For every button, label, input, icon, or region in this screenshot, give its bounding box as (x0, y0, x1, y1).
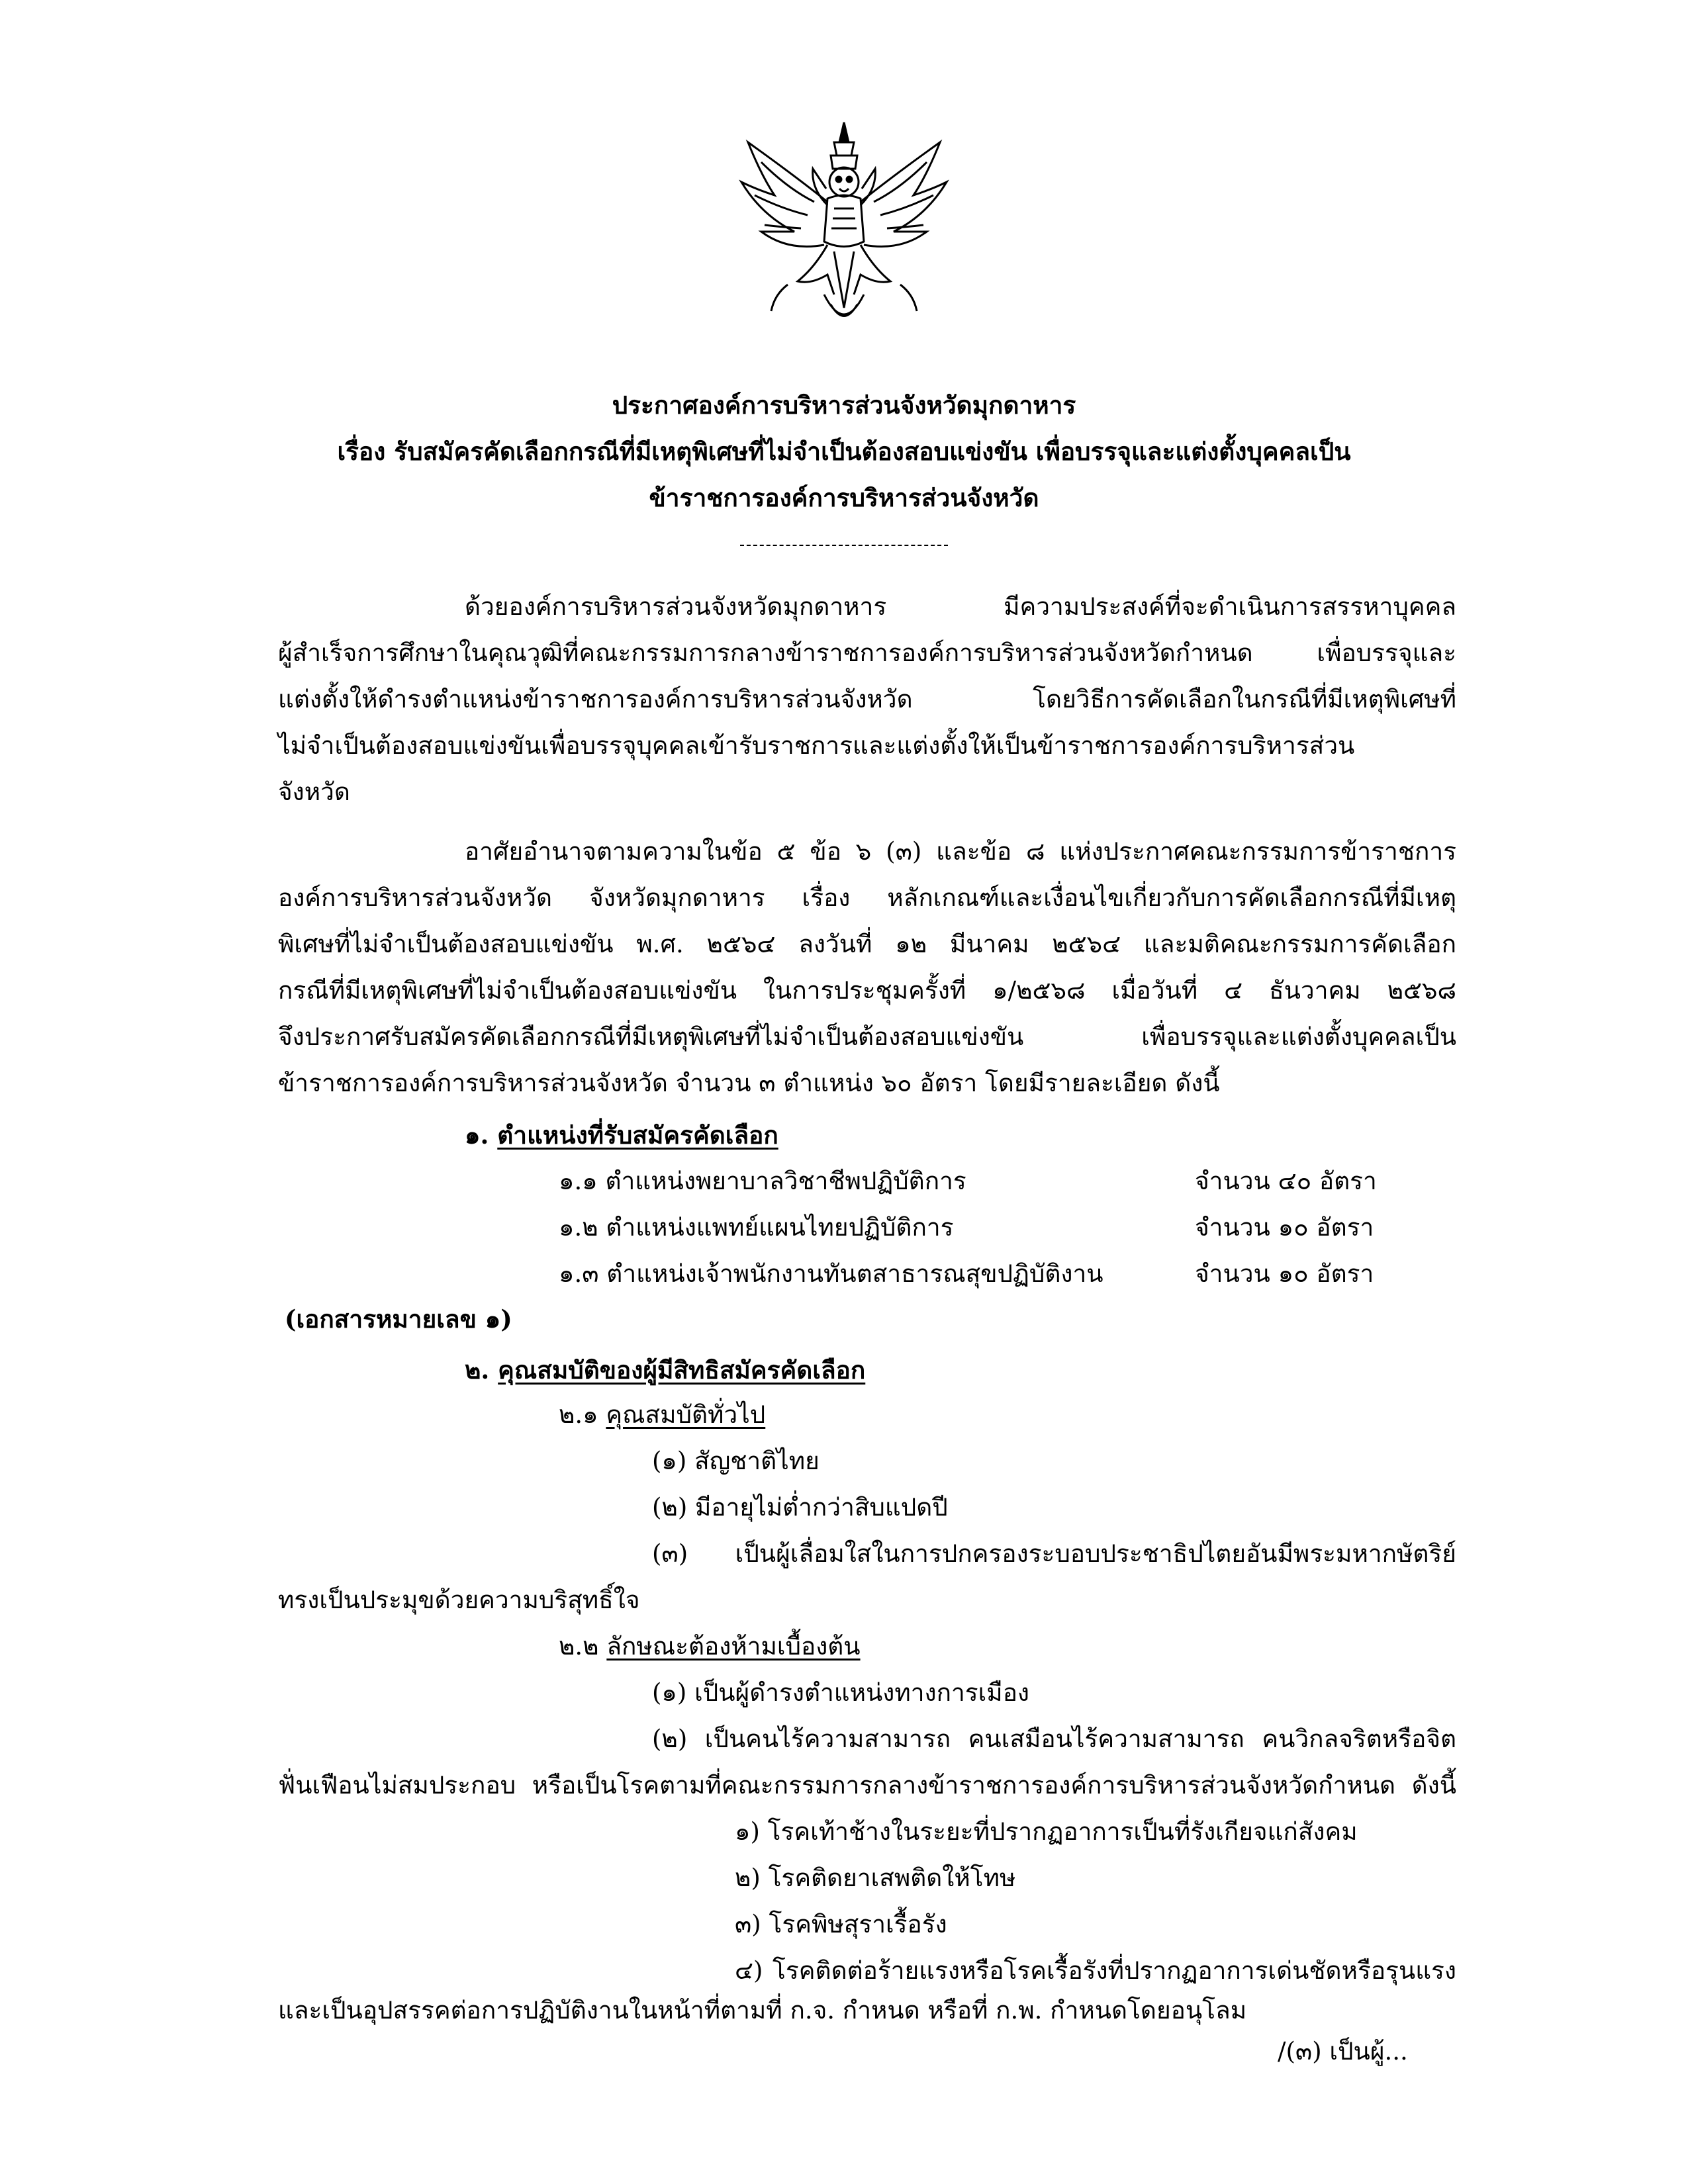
prohibition-2-cont: ฟั่นเฟือนไม่สมประกอบ หรือเป็นโรคตามที่คณะกรรมการกลางข้าราชการองค์การบริหารส่วนจังหวัดกำหนด ดังนี้ (278, 1771, 1456, 1799)
position-3-count: จำนวน ๑๐ อัตรา (1195, 1259, 1374, 1288)
position-3-label: ๑.๓ ตำแหน่งเจ้าพนักงานทันตสาธารณสุขปฏิบัติงาน (559, 1259, 1103, 1288)
general-qualification-2: (๒) มีอายุไม่ต่ำกว่าสิบแปดปี (652, 1493, 948, 1522)
title-divider (740, 545, 948, 546)
section2-2-number: ๒.๒ (559, 1632, 599, 1661)
para1-line-4: ไม่จำเป็นต้องสอบแข่งขันเพื่อบรรจุบุคคลเข้ารับราชการและแต่งตั้งให้เป็นข้าราชการองค์การบริหารส่วน (278, 731, 1355, 760)
position-2-label: ๑.๒ ตำแหน่งแพทย์แผนไทยปฏิบัติการ (559, 1213, 954, 1242)
page-continuation: /(๓) เป็นผู้... (1278, 2037, 1408, 2066)
general-qualification-3: (๓) เป็นผู้เลื่อมใสในการปกครองระบอบประชาธิปไตยอันมีพระมหากษัตริย์ (652, 1539, 1456, 1568)
prohibition-1: (๑) เป็นผู้ดำรงตำแหน่งทางการเมือง (652, 1678, 1029, 1707)
para2-line-4: กรณีที่มีเหตุพิเศษที่ไม่จำเป็นต้องสอบแข่งขัน ในการประชุมครั้งที่ ๑/๒๕๖๘ เมื่อวันที่ ๔ ธันวาคม ๒๕๖๘ (278, 976, 1456, 1005)
section1-number: ๑. (465, 1120, 489, 1150)
section2-2-heading (559, 1630, 861, 1663)
para2-line-2: องค์การบริหารส่วนจังหวัด จังหวัดมุกดาหาร เรื่อง หลักเกณฑ์และเงื่อนไขเกี่ยวกับการคัดเลือกกรณีที่มีเหตุ (278, 884, 1456, 912)
para2-line-6: ข้าราชการองค์การบริหารส่วนจังหวัด จำนวน ๓ ตำแหน่ง ๖๐ อัตรา โดยมีรายละเอียด ดังนี้ (278, 1069, 1220, 1097)
garuda-emblem (735, 116, 953, 341)
para2-line-5: จึงประกาศรับสมัครคัดเลือกกรณีที่มีเหตุพิเศษที่ไม่จำเป็นต้องสอบแข่งขัน เพื่อบรรจุและแต่งตั้งบุคคลเป็น (278, 1023, 1456, 1051)
section1-heading (465, 1118, 778, 1152)
section2-1-heading (559, 1398, 765, 1432)
section2-number: ๒. (465, 1355, 490, 1385)
section2-1-title: คุณสมบัติทั่วไป (606, 1400, 766, 1429)
section2-1-number: ๒.๑ (559, 1400, 598, 1429)
para2-line-3: พิเศษที่ไม่จำเป็นต้องสอบแข่งขัน พ.ศ. ๒๕๖๔ ลงวันที่ ๑๒ มีนาคม ๒๕๖๔ และมติคณะกรรมการคัดเลือก (278, 930, 1456, 958)
general-qualification-1: (๑) สัญชาติไทย (652, 1447, 820, 1475)
title-line-1: ประกาศองค์การบริหารส่วนจังหวัดมุกดาหาร (612, 390, 1076, 420)
prohibition-2: (๒) เป็นคนไร้ความสามารถ คนเสมือนไร้ความสามารถ คนวิกลจริตหรือจิต (652, 1725, 1456, 1753)
section2-title: คุณสมบัติของผู้มีสิทธิสมัครคัดเลือก (498, 1355, 866, 1385)
para1-line-3: แต่งตั้งให้ดำรงตำแหน่งข้าราชการองค์การบริหารส่วนจังหวัด โดยวิธีการคัดเลือกในกรณีที่มีเหตุพิเศษที่ (278, 685, 1456, 713)
disease-4-cont: และเป็นอุปสรรคต่อการปฏิบัติงานในหน้าที่ตามที่ ก.จ. กำหนด หรือที่ ก.พ. กำหนดโดยอนุโลม (278, 1996, 1247, 2025)
position-1-label: ๑.๑ ตำแหน่งพยาบาลวิชาชีพปฏิบัติการ (559, 1167, 966, 1195)
disease-2: ๒) โรคติดยาเสพติดให้โทษ (735, 1864, 1016, 1892)
para2-line-1: อาศัยอำนาจตามความในข้อ ๕ ข้อ ๖ (๓) และข้อ ๘ แห่งประกาศคณะกรรมการข้าราชการ (465, 837, 1456, 866)
general-qualification-3-cont: ทรงเป็นประมุขด้วยความบริสุทธิ์ใจ (278, 1586, 640, 1614)
disease-4: ๔) โรคติดต่อร้ายแรงหรือโรคเรื้อรังที่ปรากฏอาการเด่นชัดหรือรุนแรง (735, 1956, 1456, 1985)
section2-2-title: ลักษณะต้องห้ามเบื้องต้น (606, 1632, 861, 1661)
title-line-3: ข้าราชการองค์การบริหารส่วนจังหวัด (649, 483, 1039, 512)
position-1-count: จำนวน ๔๐ อัตรา (1195, 1167, 1377, 1195)
para1-line-5: จังหวัด (278, 778, 350, 806)
para1-line-1: ด้วยองค์การบริหารส่วนจังหวัดมุกดาหาร มีความประสงค์ที่จะดำเนินการสรรหาบุคคล (465, 592, 1456, 621)
title-line-2: เรื่อง รับสมัครคัดเลือกกรณีที่มีเหตุพิเศษที่ไม่จำเป็นต้องสอบแข่งขัน เพื่อบรรจุและแต่งตั้งบุคคลเป็น (337, 437, 1351, 466)
section2-heading (465, 1353, 865, 1387)
position-2-count: จำนวน ๑๐ อัตรา (1195, 1213, 1374, 1242)
disease-3: ๓) โรคพิษสุราเรื้อรัง (735, 1910, 947, 1938)
disease-1: ๑) โรคเท้าช้างในระยะที่ปรากฏอาการเป็นที่รังเกียจแก่สังคม (735, 1817, 1358, 1846)
para1-line-2: ผู้สำเร็จการศึกษาในคุณวุฒิที่คณะกรรมการกลางข้าราชการองค์การบริหารส่วนจังหวัดกำหนด เพื่อบรรจุและ (278, 639, 1456, 667)
section1-title: ตำแหน่งที่รับสมัครคัดเลือก (497, 1120, 778, 1150)
document-attachment-note: (เอกสารหมายเลข ๑) (285, 1304, 512, 1334)
